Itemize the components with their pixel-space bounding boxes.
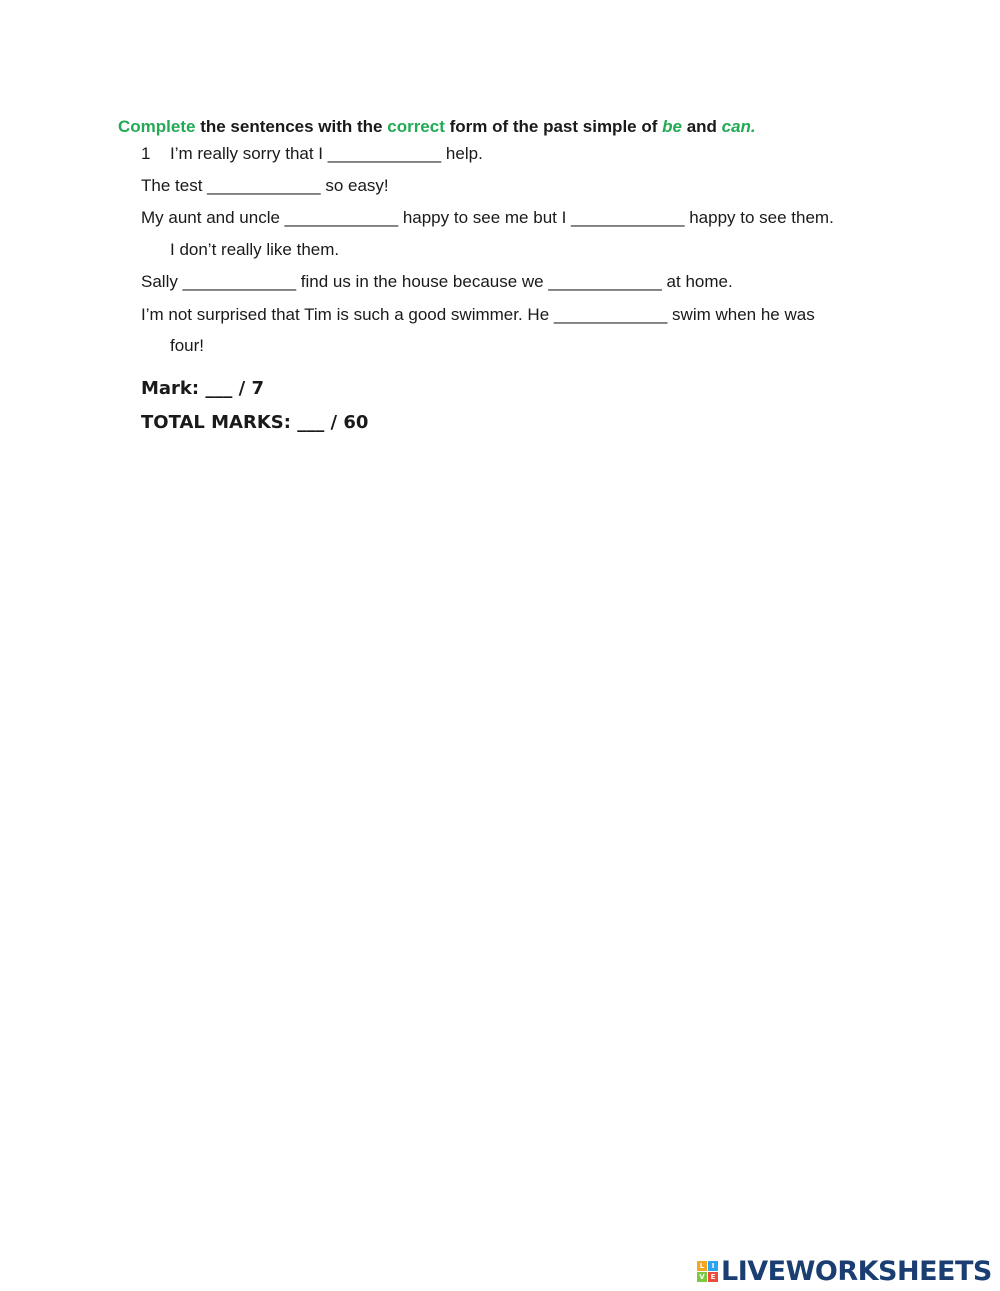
sentence-text: I’m really sorry that I ____________ help. — [170, 144, 483, 163]
sentence-text: I don’t really like them. — [170, 240, 340, 259]
instruction-keyword-correct: correct — [387, 117, 445, 136]
liveworksheets-logo — [697, 1254, 992, 1288]
sentence-5-continuation — [170, 335, 204, 357]
mark-score: Mark: ___ / 7 — [141, 378, 265, 399]
total-marks-score: TOTAL MARKS: ___ / 60 — [141, 412, 369, 433]
sentence-3 — [141, 207, 834, 229]
sentence-text: Sally ____________ find us in the house because we ____________ at home. — [141, 272, 733, 291]
instruction-heading — [118, 117, 756, 137]
logo-letter-e: E — [708, 1272, 718, 1282]
instruction-keyword-be: be — [662, 117, 682, 136]
sentence-text: My aunt and uncle ____________ happy to see me but I ____________ happy to see them. — [141, 208, 834, 227]
sentence-text: I’m not surprised that Tim is such a good swimmer. He ____________ swim when he was — [141, 305, 815, 324]
sentence-text: The test ____________ so easy! — [141, 176, 389, 195]
sentence-3-continuation — [170, 239, 339, 261]
logo-text: LIVEWORKSHEETS — [721, 1255, 992, 1287]
sentence-number: 1 — [141, 144, 151, 163]
sentence-2 — [141, 175, 389, 197]
logo-letter-l: L — [697, 1261, 707, 1271]
sentence-4 — [141, 271, 733, 293]
logo-letter-i: I — [708, 1261, 718, 1271]
instruction-text-1: the sentences with the — [195, 117, 388, 136]
sentence-text: four! — [170, 336, 205, 355]
logo-blocks-icon — [697, 1261, 718, 1282]
instruction-keyword-complete: Complete — [118, 117, 196, 136]
instruction-text-2: form of the past simple of — [444, 117, 663, 136]
instruction-keyword-can: can. — [721, 117, 756, 136]
instruction-text-3: and — [681, 117, 722, 136]
sentence-1 — [141, 143, 483, 165]
sentence-5 — [141, 304, 815, 326]
logo-letter-v: V — [697, 1272, 707, 1282]
